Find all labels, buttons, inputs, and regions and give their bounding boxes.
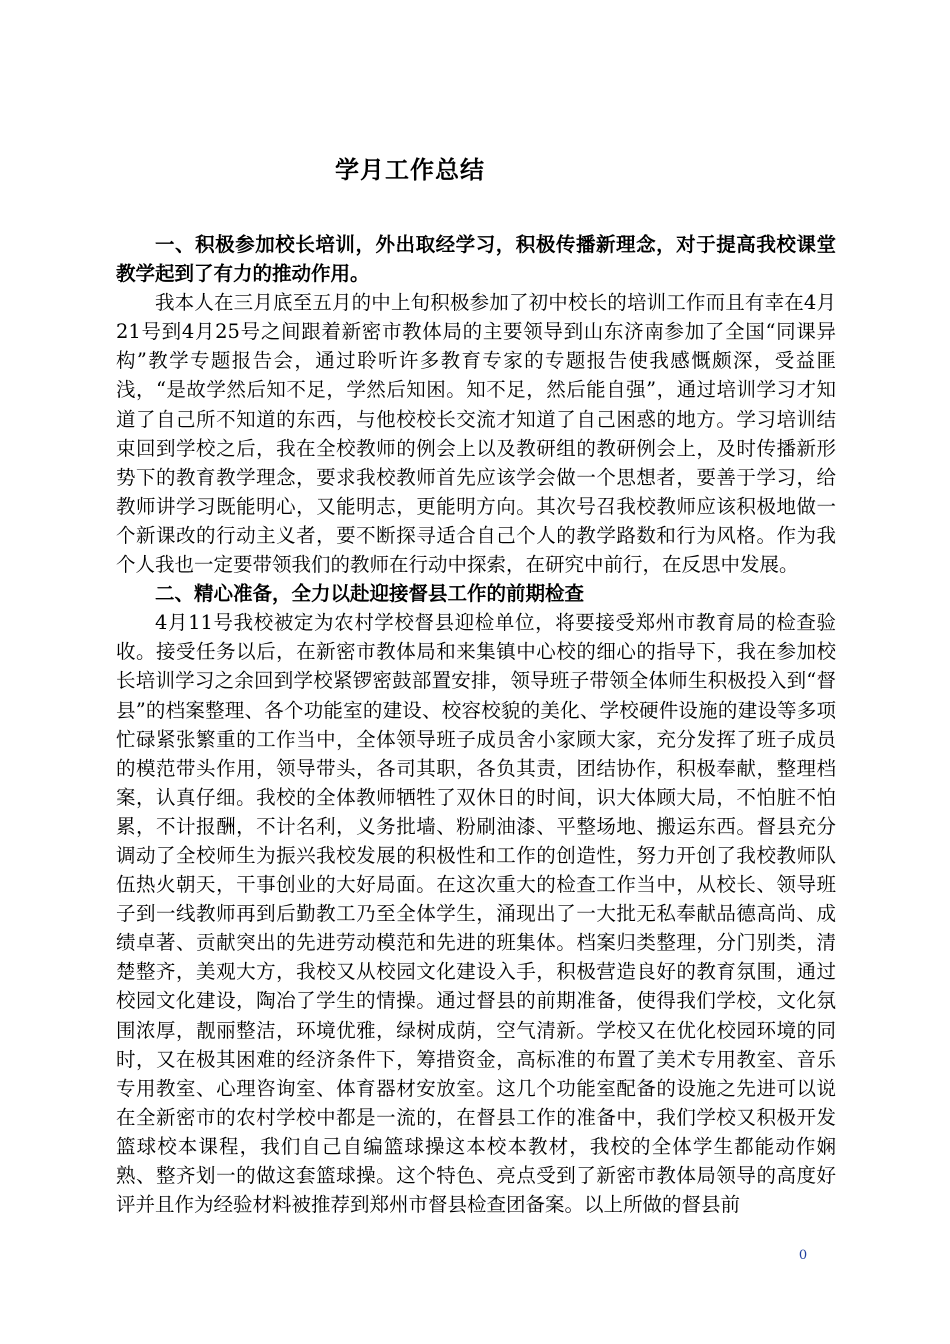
document-body (116, 230, 836, 1219)
body-paragraph-1: 我本人在三月底至五月的中上旬积极参加了初中校长的培训工作而且有幸在4月21号到4月25号之间跟着新密市教体局的主要领导到山东济南参加了全国“同课异构”教学专题报告会，通过聆听许多教育专家的专题报告使我感慨颇深，受益匪浅，“是故学然后知不足，学然后知困。知不足，然后能自强”，通过培训学习才知道了自己所不知道的东西，与他校校长交流才知道了自己困惑的地方。学习培训结束回到学校之后，我在全校教师的例会上以及教研组的教研例会上，及时传播新形势下的教育教学理念，要求我校教师首先应该学会做一个思想者，要善于学习，给教师讲学习既能明心，又能明志，更能明方向。其次号召我校教师应该积极地做一个新课改的行动主义者，要不断探寻适合自己个人的教学路数和行为风格。作为我个人我也一定要带领我们的教师在行动中探索，在研究中前行，在反思中发展。 (116, 291, 836, 577)
page-number: 0 (798, 1248, 808, 1263)
section-heading-1: 一、积极参加校长培训，外出取经学习，积极传播新理念，对于提高我校课堂教学起到了有力的推动作用。 (116, 233, 836, 286)
body-paragraph-2: 4月11号我校被定为农村学校督县迎检单位，将要接受郑州市教育局的检查验收。接受任务以后，在新密市教体局和来集镇中心校的细心的指导下，我在参加校长培训学习之余回到学校紧锣密鼓部置安排，领导班子带领全体师生积极投入到“督县”的档案整理、各个功能室的建设、校容校貌的美化、学校硬件设施的建设等多项忙碌紧张繁重的工作当中，全体领导班子成员舍小家顾大家，充分发挥了班子成员的模范带头作用，领导带头，各司其职，各负其责，团结协作，积极奉献，整理档案，认真仔细。我校的全体教师牺牲了双休日的时间，识大体顾大局，不怕脏不怕累，不计报酬，不计名利，义务批墙、粉刷油漆、平整场地、搬运东西。督县充分调动了全校师生为振兴我校发展的积极性和工作的创造性，努力开创了我校教师队伍热火朝天，干事创业的大好局面。在这次重大的检查工作当中，从校长、领导班子到一线教师再到后勤教工乃至全体学生，涌现出了一大批无私奉献品德高尚、成绩卓著、贡献突出的先进劳动模范和先进的班集体。档案归类整理，分门别类，清楚整齐，美观大方，我校又从校园文化建设入手，积极营造良好的教育氛围，通过校园文化建设，陶冶了学生的情操。通过督县的前期准备，使得我们学校，文化氛围浓厚，靓丽整洁，环境优雅，绿树成荫，空气清新。学校又在优化校园环境的同时，又在极其困难的经济条件下，筹措资金，高标准的布置了美术专用教室、音乐专用教室、心理咨询室、体育器材安放室。这几个功能室配备的设施之先进可以说在全新密市的农村学校中都是一流的，在督县工作的准备中，我们学校又积极开发篮球校本课程，我们自己自编篮球操这本校本教材，我校的全体学生都能动作娴熟、整齐划一的做这套篮球操。这个特色、亮点受到了新密市教体局领导的高度好评并且作为经验材料被推荐到郑州市督县检查团备案。以上所做的督县前 (116, 611, 836, 1217)
document-title: 学月工作总结 (335, 156, 485, 184)
section-heading-2: 二、精心准备，全力以赴迎接督县工作的前期检查 (155, 582, 585, 606)
